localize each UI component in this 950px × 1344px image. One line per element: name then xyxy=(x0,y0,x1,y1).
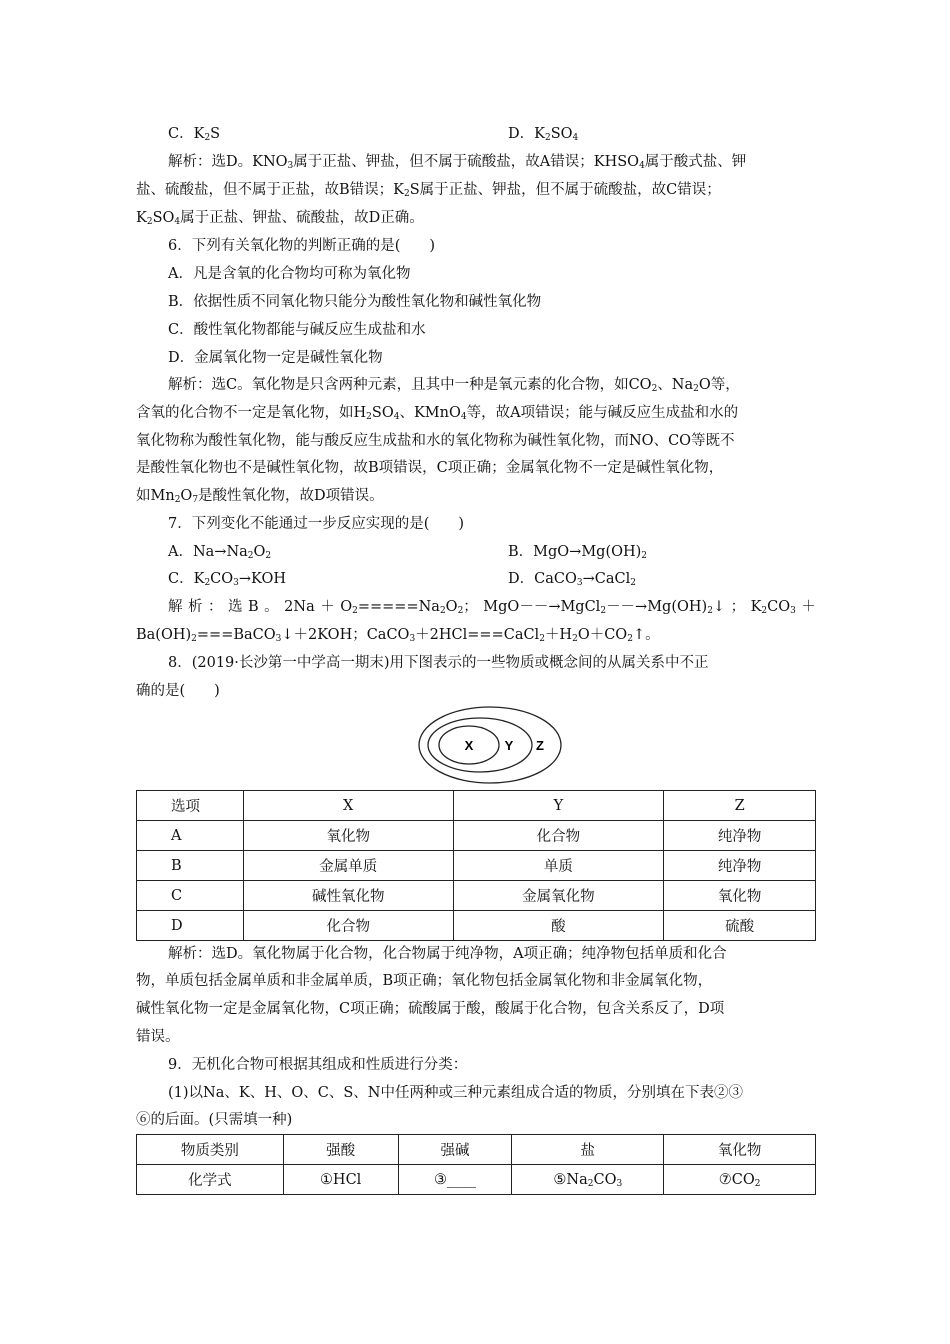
q6-analysis-line5: 如$Mn_2O_7$是酸性氧化物，故D项错误。 xyxy=(136,488,384,505)
table-header-row xyxy=(137,1135,816,1165)
venn-label-x: X xyxy=(464,738,474,753)
table-cell: 氧化物 xyxy=(243,821,453,851)
table-header-cell: X xyxy=(243,791,453,821)
venn-label-y: Y xyxy=(504,738,514,753)
table-header-cell: 强酸 xyxy=(283,1135,398,1165)
table-header-cell: Z xyxy=(664,791,816,821)
table-cell: C xyxy=(137,881,244,911)
q6-option-d: D．金属氧化物一定是碱性氧化物 xyxy=(168,350,383,366)
table-cell: 化学式 xyxy=(137,1165,284,1195)
q8-analysis-line4: 错误。 xyxy=(136,1029,180,1045)
q8-analysis-line1: 解析：选D。氧化物属于化合物，化合物属于纯净物，A项正确；纯净物包括单质和化合 xyxy=(168,946,727,962)
table-header-cell: Y xyxy=(453,791,664,821)
table-cell: 化合物 xyxy=(243,911,453,941)
table-cell: 化合物 xyxy=(453,821,664,851)
table-cell: 金属单质 xyxy=(243,851,453,881)
q7-option-d: D．CaCO$_3$→CaCl$_2$ xyxy=(508,571,636,588)
table-header-row xyxy=(137,791,816,821)
q6-analysis-line2: 含氧的化合物不一定是氧化物，如$H_2SO_4$、KMnO$_4$等，故A项错误；能与碱反应生成盐和水的 xyxy=(136,405,739,422)
table-cell: $⑦CO_2$ xyxy=(664,1165,816,1195)
table-header-cell: 物质类别 xyxy=(137,1135,284,1165)
table-row xyxy=(137,821,816,851)
table-cell: A xyxy=(137,821,244,851)
table-header-cell: 选项 xyxy=(137,791,244,821)
q5-analysis-line3: $K_2SO_4$属于正盐、钾盐、硫酸盐，故D正确。 xyxy=(136,210,424,227)
table-row xyxy=(137,1165,816,1195)
q7-option-b: B．$MgO\to Mg(OH)_2$ xyxy=(508,544,648,561)
table-header-cell: 氧化物 xyxy=(664,1135,816,1165)
q6-analysis-line3: 氧化物称为酸性氧化物，能与酸反应生成盐和水的氧化物称为碱性氧化物，而NO、CO等既不 xyxy=(136,433,735,449)
q6-stem: 6．下列有关氧化物的判断正确的是( ) xyxy=(168,238,436,254)
table-header-cell: 强碱 xyxy=(398,1135,512,1165)
q6-option-b: B．依据性质不同氧化物只能分为酸性氧化物和碱性氧化物 xyxy=(168,294,542,310)
table-cell: 金属氧化物 xyxy=(453,881,664,911)
table-cell: 氧化物 xyxy=(664,881,816,911)
q8-table xyxy=(136,790,816,941)
venn-middle-ellipse xyxy=(428,718,532,772)
table-row xyxy=(137,851,816,881)
table-cell: $⑤Na_2CO_3$ xyxy=(512,1165,664,1195)
q6-analysis-line4: 是酸性氧化物也不是碱性氧化物，故B项错误，C项正确；金属氧化物不一定是碱性氧化物， xyxy=(136,460,724,476)
table-cell: B xyxy=(137,851,244,881)
q8-analysis-line3: 碱性氧化物一定是金属氧化物，C项正确；硫酸属于酸，酸属于化合物，包含关系反了，D项 xyxy=(136,1001,725,1017)
q5-option-d: D．$K_2SO_4$ xyxy=(508,126,579,143)
table-cell: 纯净物 xyxy=(664,821,816,851)
venn-diagram xyxy=(417,705,563,785)
q5-analysis-line1: 解析：选D。$KNO_3$属于正盐、钾盐，但不属于硫酸盐，故A错误；$KHSO_4$属于酸式盐、钾 xyxy=(168,154,747,171)
table-cell: 碱性氧化物 xyxy=(243,881,453,911)
venn-label-z: Z xyxy=(536,738,544,753)
q6-option-c: C．酸性氧化物都能与碱反应生成盐和水 xyxy=(168,322,426,338)
q9-sub1-line2: ⑥的后面。(只需填一种) xyxy=(136,1112,293,1128)
table-row xyxy=(137,881,816,911)
q7-option-a: A．$Na\to Na_2O_2$ xyxy=(168,544,272,561)
q7-analysis-line2: $Ba(OH)_2===BaCO_3↓+2KOH$；$CaCO_3+2HCl===CaCl_2+H_2O+CO_2↑$。 xyxy=(136,627,660,644)
answer-blank-cell[interactable]: ③____ xyxy=(398,1165,512,1195)
table-header-cell: 盐 xyxy=(512,1135,664,1165)
q6-option-a: A．凡是含氧的化合物均可称为氧化物 xyxy=(168,266,411,282)
table-cell: 单质 xyxy=(453,851,664,881)
table-cell: 酸 xyxy=(453,911,664,941)
q7-option-c: C．$K_2CO_3\to KOH$ xyxy=(168,571,287,588)
table-cell: ①HCl xyxy=(283,1165,398,1195)
q9-sub1-line1: (1)以Na、K、H、O、C、S、N中任两种或三种元素组成合适的物质，分别填在下表②③ xyxy=(168,1085,743,1101)
table-cell: 纯净物 xyxy=(664,851,816,881)
q8-analysis-line2: 物，单质包括金属单质和非金属单质，B项正确；氧化物包括金属氧化物和非金属氧化物， xyxy=(136,973,713,989)
q8-stem-line1: 8．(2019·长沙第一中学高一期末)用下图表示的一些物质或概念间的从属关系中不正 xyxy=(168,655,709,671)
q9-stem: 9．无机化合物可根据其组成和性质进行分类： xyxy=(168,1057,468,1073)
q5-option-c: C．$K_2S$ xyxy=(168,126,221,143)
q9-table xyxy=(136,1134,816,1195)
table-cell: D xyxy=(137,911,244,941)
q7-stem: 7．下列变化不能通过一步反应实现的是( ) xyxy=(168,516,465,532)
q7-analysis-line1: 解 析 ： 选 B 。 2Na ＋ $O_2=====Na_2O_2$； $MgO--\to MgCl_2--\to Mg(OH)_2↓$ ； $K_2CO_3$ ＋ xyxy=(168,599,816,616)
q5-analysis-line2: 盐、硫酸盐，但不属于正盐，故B错误；$K_2S$属于正盐、钾盐，但不属于硫酸盐，故C错误； xyxy=(136,182,721,199)
q6-analysis-line1: 解析：选C。氧化物是只含两种元素，且其中一种是氧元素的化合物，如$CO_2$、$Na_2O$等， xyxy=(168,377,740,394)
q8-stem-line2: 确的是( ) xyxy=(136,683,220,699)
table-row xyxy=(137,911,816,941)
table-cell: 硫酸 xyxy=(664,911,816,941)
